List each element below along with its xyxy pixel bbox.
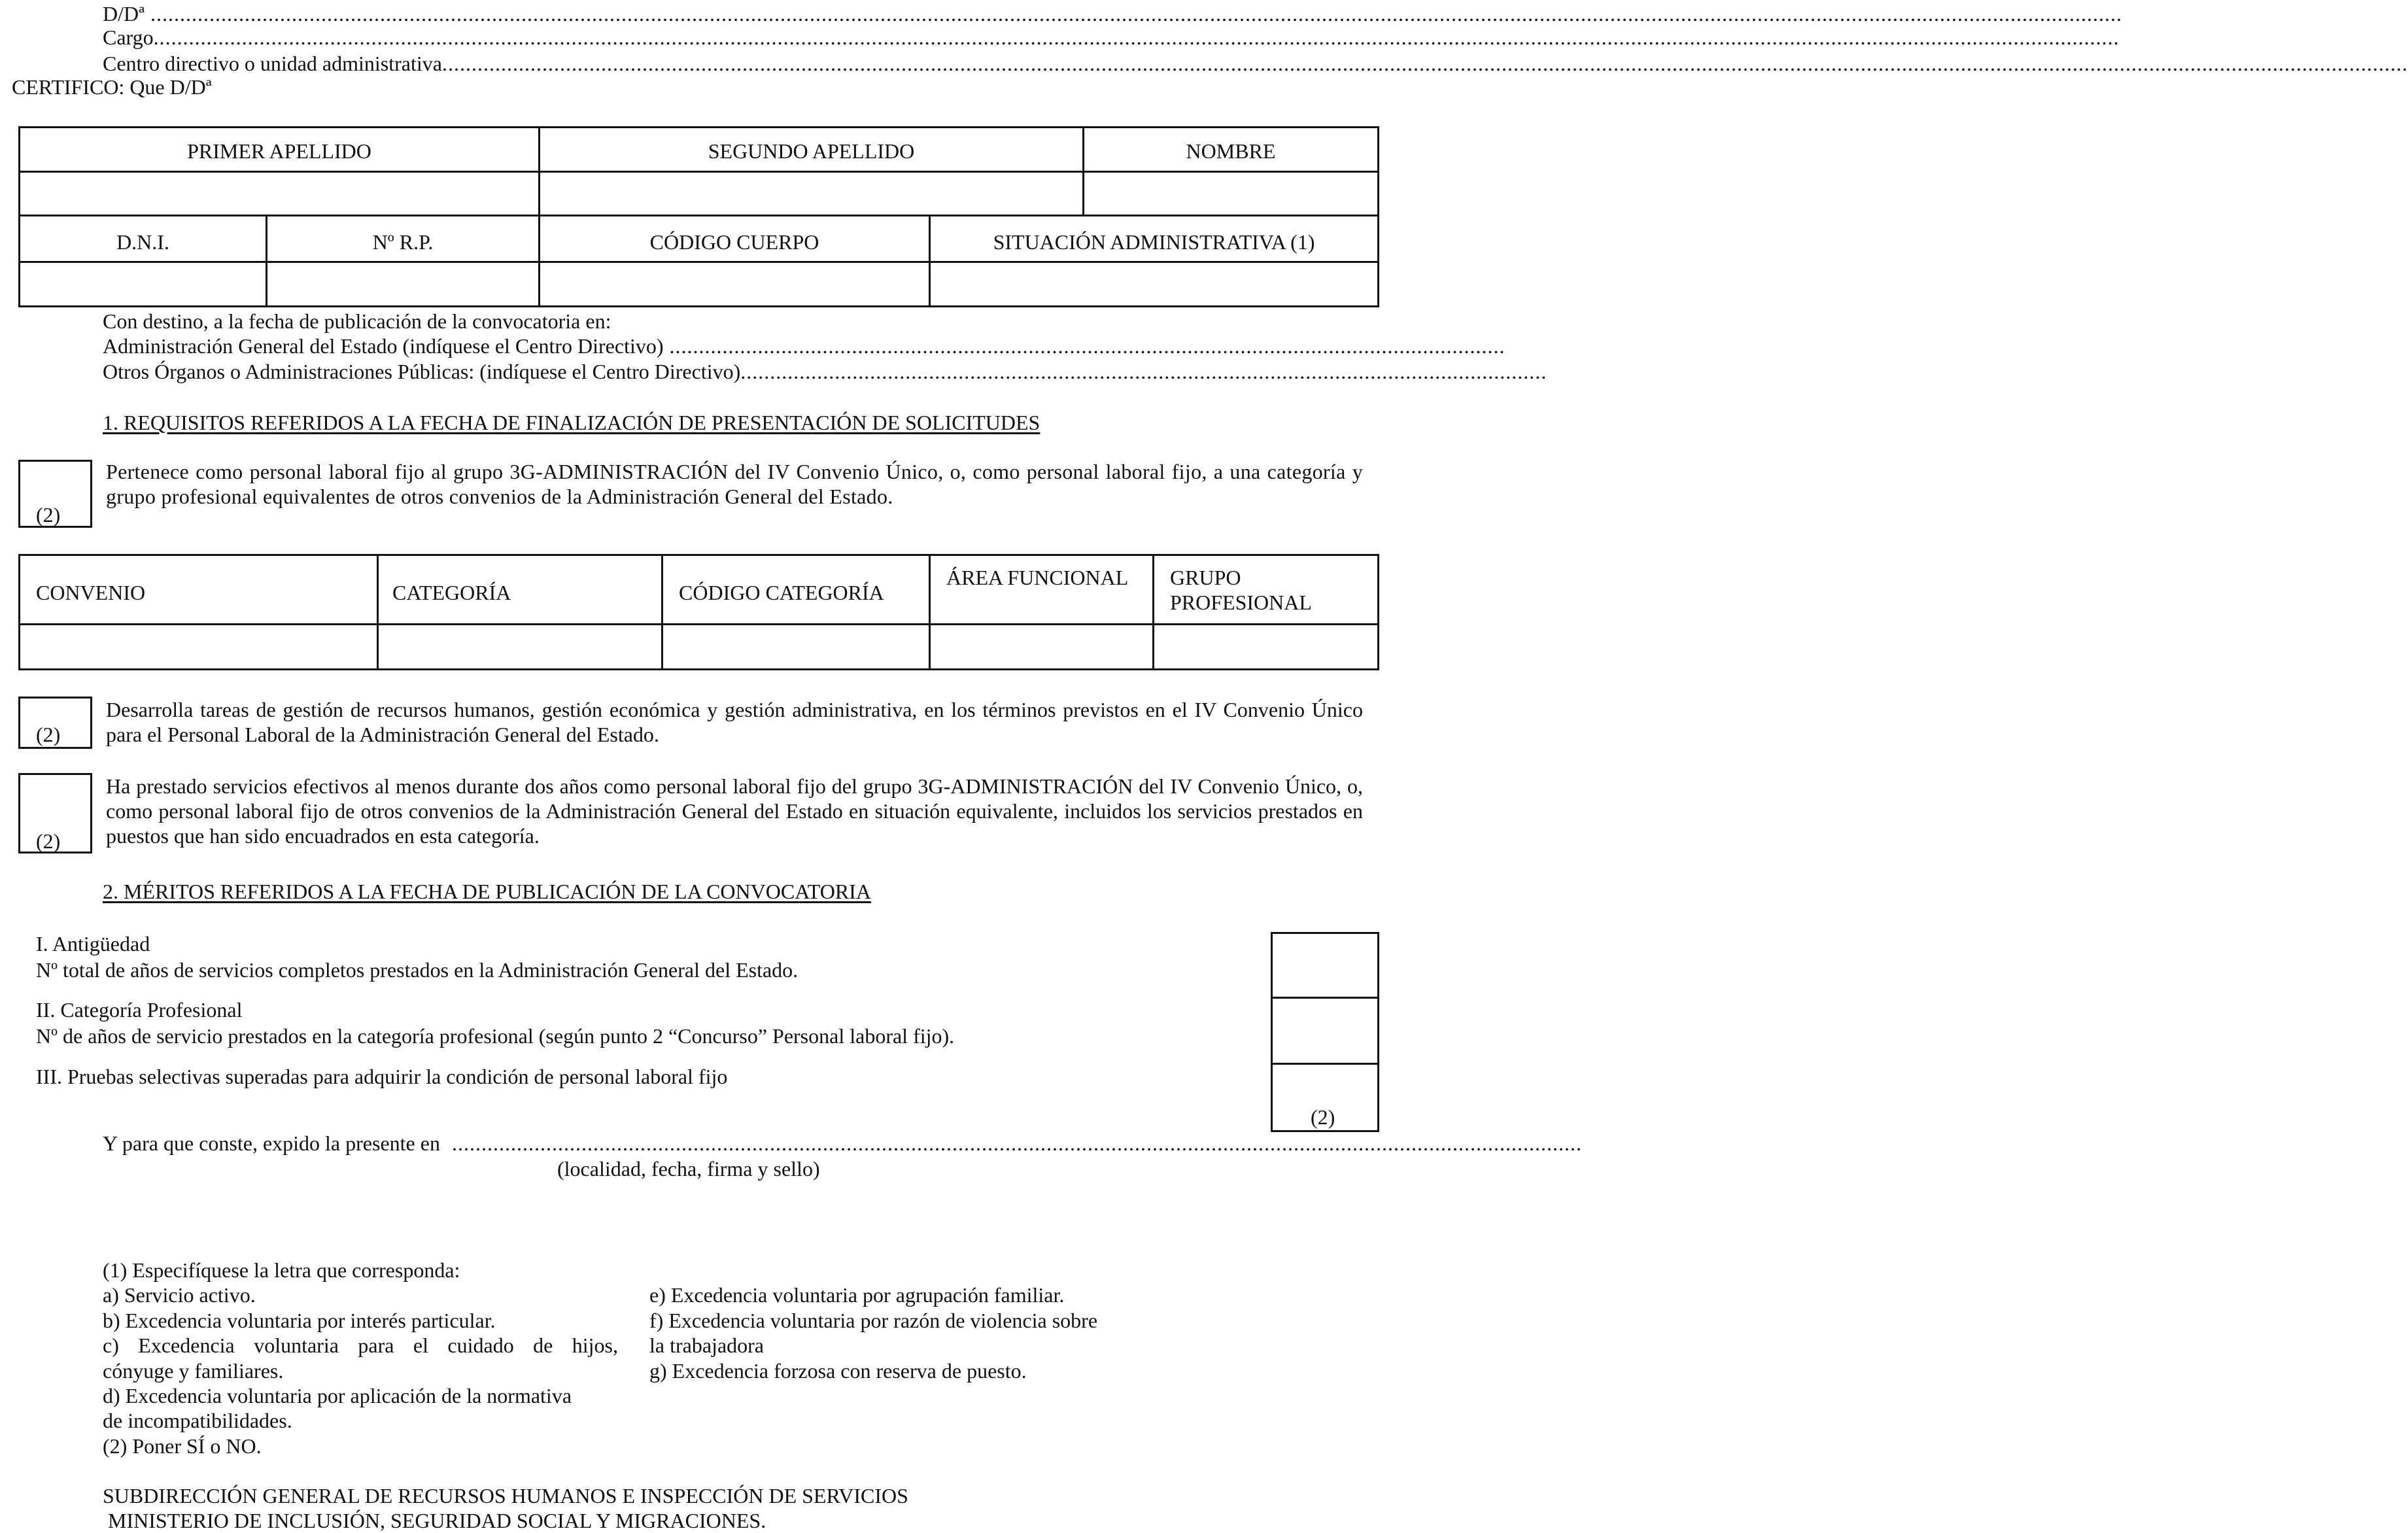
note-d1: d) Excedencia voluntaria por aplicación de la normativa xyxy=(103,1384,572,1407)
req2-mark: (2) xyxy=(36,723,61,746)
note-c1: c) Excedencia voluntaria para el cuidado de hijos, xyxy=(103,1334,618,1357)
req1-mark: (2) xyxy=(36,503,61,526)
header-nombre: NOMBRE xyxy=(1186,139,1276,163)
destino-age-line xyxy=(103,334,1505,358)
categoria-title: II. Categoría Profesional xyxy=(36,998,243,1022)
table-rule xyxy=(377,554,379,670)
antiguedad-field[interactable] xyxy=(1271,932,1379,999)
note-g: g) Excedencia forzosa con reserva de puesto. xyxy=(649,1359,1027,1383)
header-area-funcional: ÁREA FUNCIONAL xyxy=(946,566,1129,589)
note-f2: la trabajadora xyxy=(649,1334,764,1357)
header-situacion: SITUACIÓN ADMINISTRATIVA (1) xyxy=(993,230,1315,254)
pruebas-mark: (2) xyxy=(1311,1105,1335,1129)
dot-leader: ......................................................................................................................................... xyxy=(740,360,1547,383)
note-a: a) Servicio activo. xyxy=(103,1283,256,1307)
table-rule xyxy=(538,215,540,307)
table-rule xyxy=(18,215,1379,216)
destino-otros-label: Otros Órganos o Administraciones Públicas: (indíquese el Centro Directivo) xyxy=(103,360,741,383)
destino-otros-line xyxy=(103,359,1547,384)
antiguedad-title: I. Antigüedad xyxy=(36,932,150,956)
dot-leader: .............................................................................................................................................................................................................................................................................................................................................. xyxy=(441,52,2408,75)
table-rule xyxy=(929,215,931,307)
dot-leader: .............................................................................................................................................. xyxy=(663,334,1505,358)
footer-line2: MINISTERIO DE INCLUSIÓN, SEGURIDAD SOCIAL Y MIGRACIONES. xyxy=(108,1509,766,1532)
note-2: (2) Poner SÍ o NO. xyxy=(103,1434,262,1458)
categoria-text: Nº de años de servicio prestados en la categoría profesional (según punto 2 “Concurso” Personal laboral fijo). xyxy=(36,1024,955,1048)
certifico-text: CERTIFICO: Que D/Dª xyxy=(12,75,212,99)
header-convenio: CONVENIO xyxy=(36,581,146,604)
dda-line xyxy=(103,1,2122,26)
destino-intro: Con destino, a la fecha de publicación de la convocatoria en: xyxy=(103,309,611,333)
note-c2: cónyuge y familiares. xyxy=(103,1359,284,1383)
header-nrp: Nº R.P. xyxy=(372,230,434,254)
categoria-field[interactable] xyxy=(1271,997,1379,1065)
header-grupo-profesional: GRUPO PROFESIONAL xyxy=(1170,566,1312,614)
dda-label: D/Dª xyxy=(103,2,145,26)
centro-line xyxy=(103,51,2408,76)
pruebas-title: III. Pruebas selectivas superadas para adquirir la condición de personal laboral fijo xyxy=(36,1065,728,1088)
section1-title: 1. REQUISITOS REFERIDOS A LA FECHA DE FINALIZACIÓN DE PRESENTACIÓN DE SOLICITUDES xyxy=(103,411,1041,434)
header-codigo-categoria: CÓDIGO CATEGORÍA xyxy=(679,581,884,604)
section2-title: 2. MÉRITOS REFERIDOS A LA FECHA DE PUBLICACIÓN DE LA CONVOCATORIA xyxy=(103,880,871,903)
centro-label: Centro directivo o unidad administrativa xyxy=(103,52,442,75)
req1-text: Pertenece como personal laboral fijo al grupo 3G-ADMINISTRACIÓN del IV Convenio Único, o, como personal laboral fijo, a una categoría y grupo profesional equivalentes de otros convenios de la Administración General del Estado. xyxy=(106,460,1363,508)
table-rule xyxy=(18,261,1379,263)
dot-leader: .............................................................................................................................................................................................................................................................................................................................................. xyxy=(153,26,2120,49)
cargo-label: Cargo xyxy=(103,26,154,49)
header-codigo-cuerpo: CÓDIGO CUERPO xyxy=(649,230,819,254)
closing-sub: (localidad, fecha, firma y sello) xyxy=(557,1157,820,1180)
header-primer-apellido: PRIMER APELLIDO xyxy=(187,139,371,163)
note-b: b) Excedencia voluntaria por interés particular. xyxy=(103,1309,496,1332)
note-intro: (1) Especifíquese la letra que corresponda: xyxy=(103,1258,460,1282)
table-rule xyxy=(18,171,1379,173)
antiguedad-text: Nº total de años de servicios completos prestados en la Administración General del Estado. xyxy=(36,958,799,982)
note-e: e) Excedencia voluntaria por agrupación familiar. xyxy=(649,1283,1065,1307)
table-rule xyxy=(661,554,663,670)
table-rule xyxy=(1152,554,1154,670)
note-d2: de incompatibilidades. xyxy=(103,1409,292,1432)
header-segundo-apellido: SEGUNDO APELLIDO xyxy=(708,139,915,163)
header-dni: D.N.I. xyxy=(116,230,169,254)
closing-label: Y para que conste, expido la presente en xyxy=(103,1131,440,1155)
destino-age-label: Administración General del Estado (indíquese el Centro Directivo) xyxy=(103,334,664,358)
dot-leader: ................................................................................................................................................................................................ xyxy=(439,1131,1582,1155)
closing-line xyxy=(103,1131,1582,1156)
note-f1: f) Excedencia voluntaria por razón de violencia sobre xyxy=(649,1309,1098,1332)
table-rule xyxy=(18,623,1379,625)
req2-text: Desarrolla tareas de gestión de recursos humanos, gestión económica y gestión administrativa, en los términos previstos en el IV Convenio Único para el Personal Laboral de la Administración General del Estado. xyxy=(106,698,1363,746)
req3-text: Ha prestado servicios efectivos al menos durante dos años como personal laboral fijo del grupo 3G-ADMINISTRACIÓN del IV Convenio Único, o, como personal laboral fijo de otros convenios de la Administración General del Estado en situación equivalente, incluidos los servicios prestados en puestos que han sido encuadrados en esta categoría. xyxy=(106,774,1363,848)
header-categoria: CATEGORÍA xyxy=(392,581,511,604)
dot-leader: ............................................................................................................................................................................................................................................................................................................................................... xyxy=(144,2,2122,26)
table-rule xyxy=(266,215,267,307)
table-rule xyxy=(929,554,931,670)
req3-mark: (2) xyxy=(36,829,61,853)
cargo-line xyxy=(103,25,2120,50)
footer-line1: SUBDIRECCIÓN GENERAL DE RECURSOS HUMANOS E INSPECCIÓN DE SERVICIOS xyxy=(103,1484,908,1507)
